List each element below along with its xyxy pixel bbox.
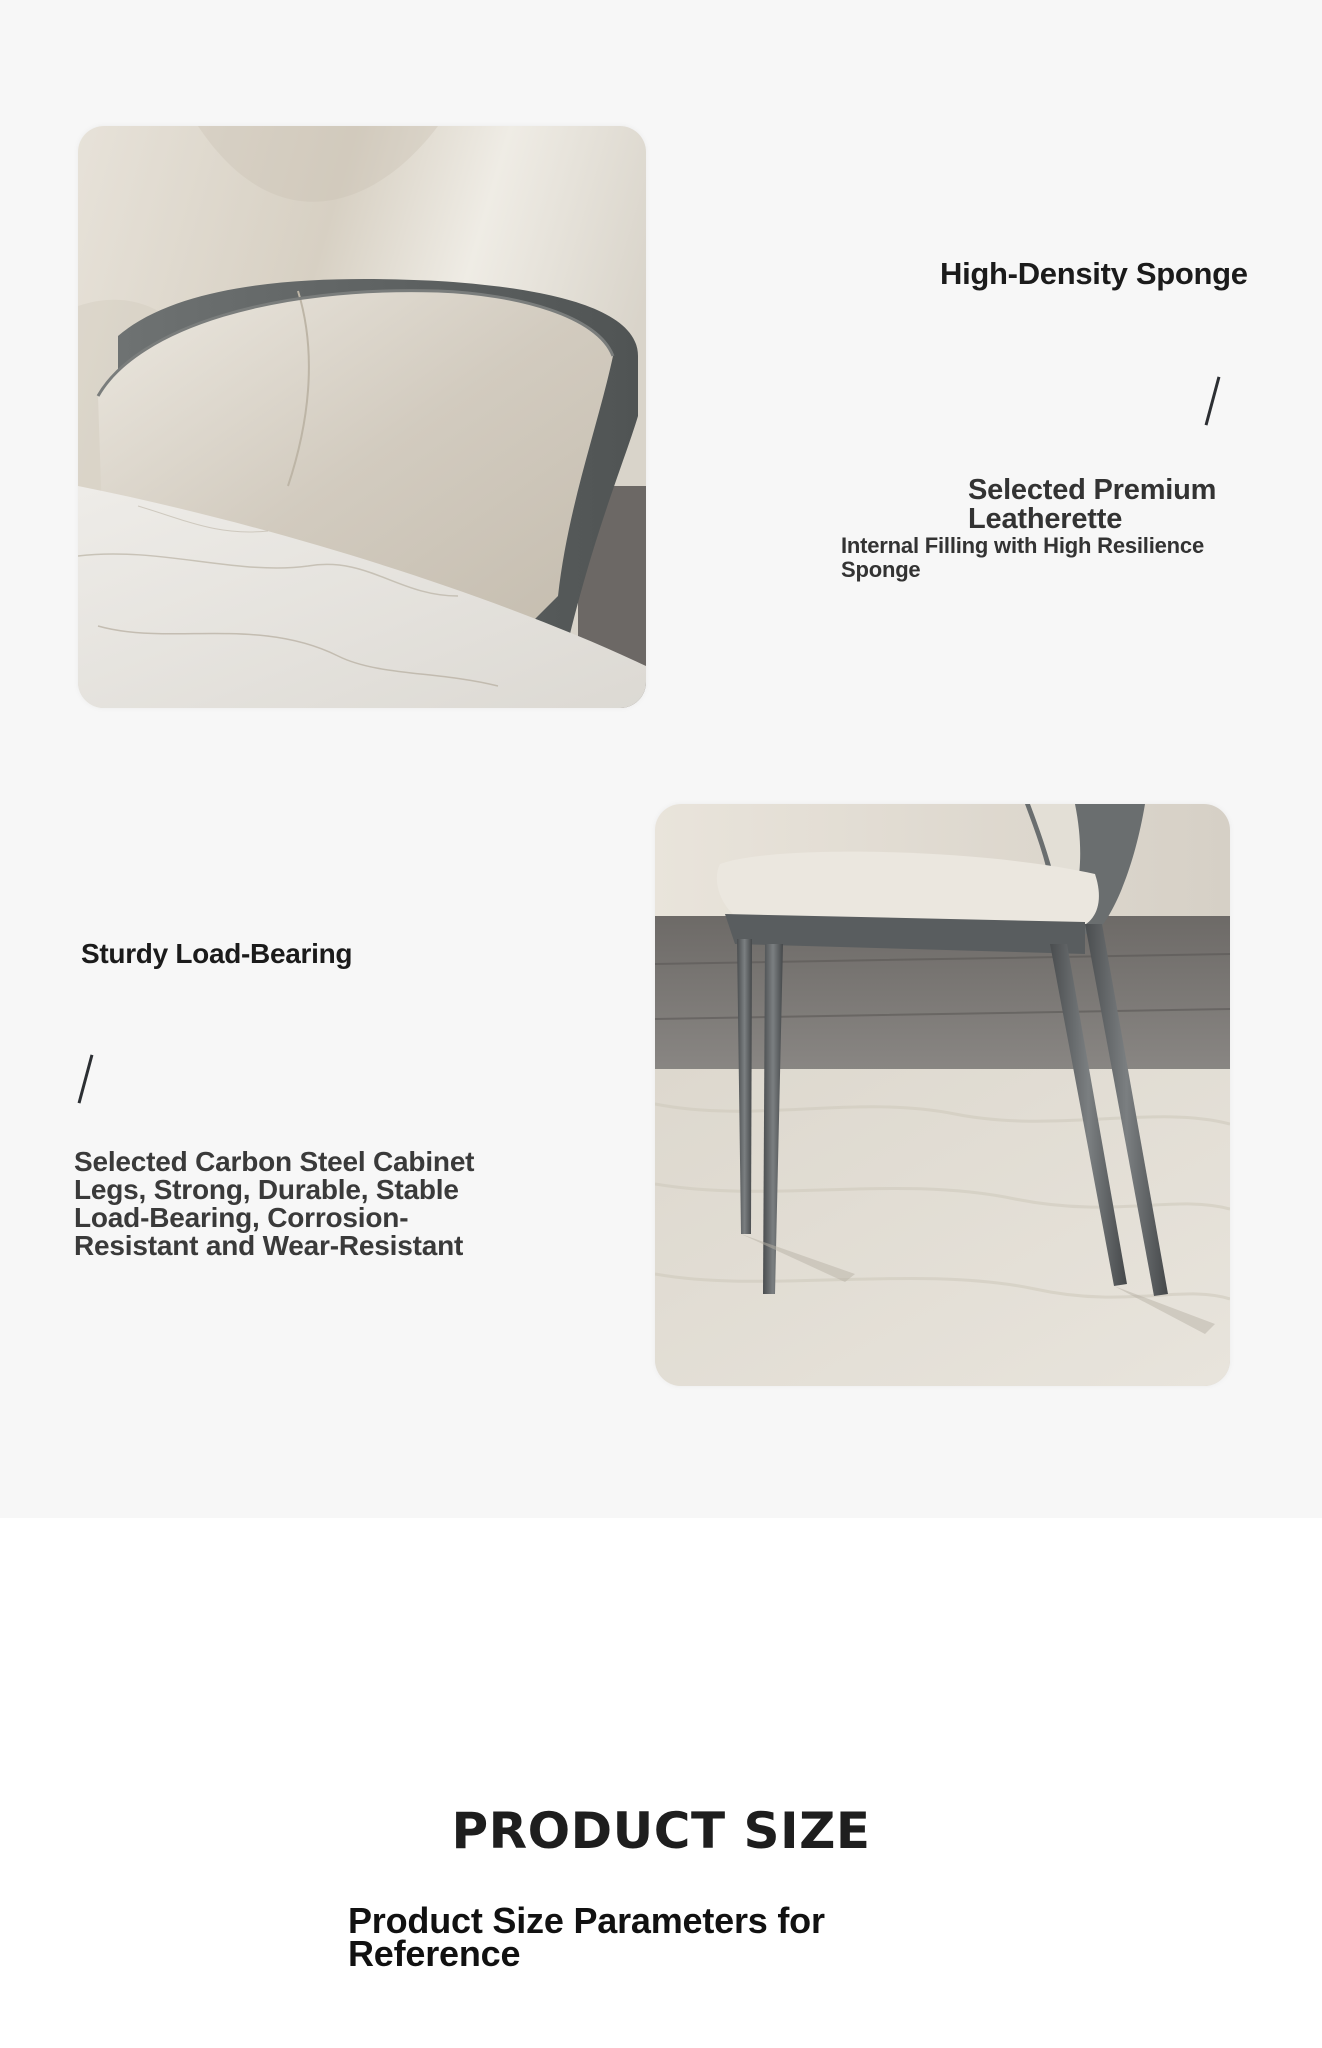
chair-backrest-photo: [78, 126, 646, 708]
sponge-feature-title: High-Density Sponge: [940, 256, 1248, 291]
sponge-feature-subtitle: Selected Premium Leatherette: [968, 474, 1217, 535]
sponge-feature-description: Internal Filling with High Resilience Sponge: [841, 533, 1204, 583]
product-size-title: PRODUCT SIZE: [451, 1802, 871, 1860]
chair-legs-image: [655, 804, 1230, 1386]
legs-feature-description: Selected Carbon Steel Cabinet Legs, Strong, Durable, Stable Load-Bearing, Corrosion-Resistant and Wear-Resistant: [74, 1146, 475, 1261]
chair-legs-photo: [655, 804, 1230, 1386]
legs-feature-title: Sturdy Load-Bearing: [81, 938, 353, 969]
product-size-subtitle: Product Size Parameters for Reference: [348, 1900, 825, 1975]
chair-backrest-image: [78, 126, 646, 708]
